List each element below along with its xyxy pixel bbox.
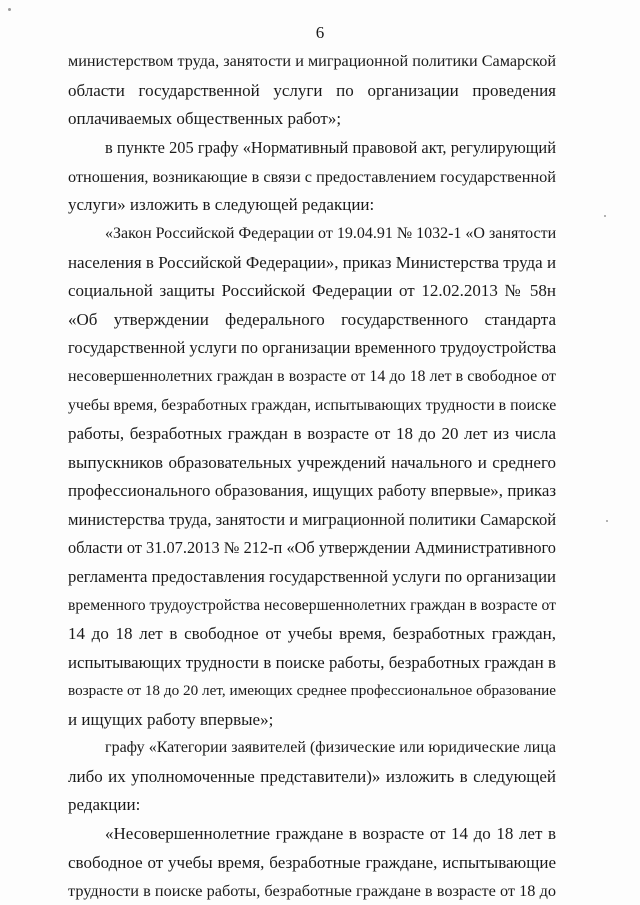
- scan-speck: [606, 520, 608, 522]
- text-line: трудности в поиске работы, безработные граждане в возрасте от 18 до: [68, 881, 556, 900]
- text-line: испытывающих трудности в поиске работы, безработных граждан в: [68, 653, 556, 672]
- text-line: отношения, возникающие в связи с предоставлением государственной: [68, 168, 556, 186]
- text-line: профессионального образования, ищущих работу впервые», приказ: [68, 481, 556, 500]
- text-line: и ищущих работу впервые»;: [68, 710, 274, 729]
- text-line: выпускников образовательных учреждений начального и среднего: [68, 453, 556, 472]
- text-line: 14 до 18 лет в свободное от учебы время, безработных граждан,: [68, 624, 556, 643]
- text-line: «Об утверждении федерального государственного стандарта: [68, 310, 556, 329]
- text-line: области от 31.07.2013 № 212-п «Об утверждении Административного: [68, 538, 556, 557]
- text-line: свободное от учебы время, безработные граждане, испытывающие: [68, 853, 556, 872]
- text-line: министерства труда, занятости и миграционной политики Самарской: [68, 510, 557, 529]
- text-line: государственной услуги по организации временного трудоустройства: [68, 338, 557, 357]
- text-line: временного трудоустройства несовершеннолетних граждан в возрасте от: [68, 597, 557, 614]
- text-line: графу «Категории заявителей (физические или юридические лица: [105, 739, 556, 756]
- text-line: «Несовершеннолетние граждане в возрасте от 14 до 18 лет в: [105, 824, 556, 843]
- text-line: «Закон Российской Федерации от 19.04.91 № 1032-1 «О занятости: [105, 225, 557, 242]
- text-line: населения в Российской Федерации», приказ Министерства труда и: [68, 253, 556, 272]
- text-line: либо их уполномоченные представители)» изложить в следующей: [68, 767, 556, 786]
- scan-speck: [604, 215, 606, 217]
- scan-speck: [8, 8, 11, 11]
- text-line: редакции:: [68, 795, 141, 814]
- text-line: услуги» изложить в следующей редакции:: [68, 195, 375, 214]
- text-line: социальной защиты Российской Федерации от 12.02.2013 № 58н: [68, 281, 556, 300]
- text-line: министерством труда, занятости и миграционной политики Самарской: [68, 53, 556, 70]
- text-line: регламента предоставления государственной услуги по организации: [68, 567, 556, 586]
- text-line: в пункте 205 графу «Нормативный правовой акт, регулирующий: [105, 138, 556, 157]
- text-line: области государственной услуги по организации проведения: [68, 81, 556, 100]
- text-line: учебы время, безработных граждан, испытывающих трудности в поиске: [68, 397, 557, 414]
- text-line: несовершеннолетних граждан в возрасте от 14 до 18 лет в свободное от: [68, 368, 556, 385]
- text-line: оплачиваемых общественных работ»;: [68, 109, 342, 128]
- page-number: 6: [315, 23, 325, 42]
- text-line: работы, безработных граждан в возрасте от 18 до 20 лет из числа: [68, 424, 556, 443]
- text-line: возрасте от 18 до 20 лет, имеющих среднее профессиональное образование: [68, 682, 556, 699]
